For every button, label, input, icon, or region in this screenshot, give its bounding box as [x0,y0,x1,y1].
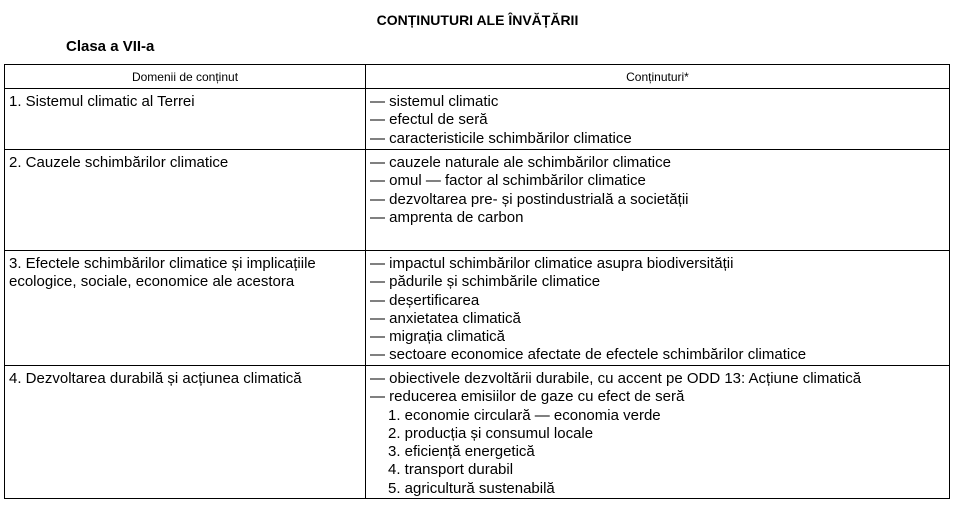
content-item: — sectoare economice afectate de efectele schimbărilor climatice [370,346,807,364]
content-table [4,64,950,499]
content-item: — amprenta de carbon [370,208,524,226]
content-item: — sistemul climatic [370,93,499,110]
domain-cell [5,89,366,150]
content-subitem: 3. eficiență energetică [388,443,535,461]
table-row [5,251,950,366]
content-item: — deșertificarea [370,291,480,309]
content-item: — omul — factor al schimbărilor climatice [370,172,646,190]
table-header-row [5,65,950,89]
content-subitem: 2. producția și consumul locale [388,424,594,442]
domain-cell [5,251,366,366]
header-contents: Conținuturi* [366,65,950,89]
content-item: — pădurile și schimbările climatice [370,273,601,291]
domain-text: 1. Sistemul climatic al Terrei [9,93,195,110]
domain-text: 4. Dezvoltarea durabilă și acțiunea climatică [9,370,302,387]
table-row [5,89,950,150]
contents-cell [366,150,950,251]
table-row [5,150,950,251]
page-title: CONȚINUTURI ALE ÎNVĂȚĂRII [376,12,579,28]
content-item: — efectul de seră [370,111,488,129]
domain-cell [5,366,366,499]
class-heading: Clasa a VII-a [66,38,155,55]
domain-cell [5,150,366,251]
content-subitem: 5. agricultură sustenabilă [388,479,555,497]
domain-text: 3. Efectele schimbărilor climatice și implicațiile ecologice, sociale, economice ale acestora [9,255,316,291]
content-item: — cauzele naturale ale schimbărilor climatice [370,154,671,171]
content-subitem: 4. transport durabil [388,461,514,479]
table-row [5,366,950,499]
header-domains: Domenii de conținut [5,65,366,89]
content-item: — anxietatea climatică [370,309,521,327]
domain-text: 2. Cauzele schimbărilor climatice [9,154,229,171]
content-item: — reducerea emisiilor de gaze cu efect de seră [370,388,685,406]
contents-cell [366,251,950,366]
contents-cell [366,89,950,150]
content-item: — impactul schimbărilor climatice asupra biodiversității [370,255,734,272]
content-subitem: 1. economie circulară — economia verde [388,406,661,424]
content-item: — migrația climatică [370,328,506,346]
content-item: — caracteristicile schimbărilor climatice [370,129,632,147]
content-item: — dezvoltarea pre- și postindustrială a societății [370,190,689,208]
content-item: — obiectivele dezvoltării durabile, cu accent pe ODD 13: Acțiune climatică [370,370,862,387]
contents-cell [366,366,950,499]
